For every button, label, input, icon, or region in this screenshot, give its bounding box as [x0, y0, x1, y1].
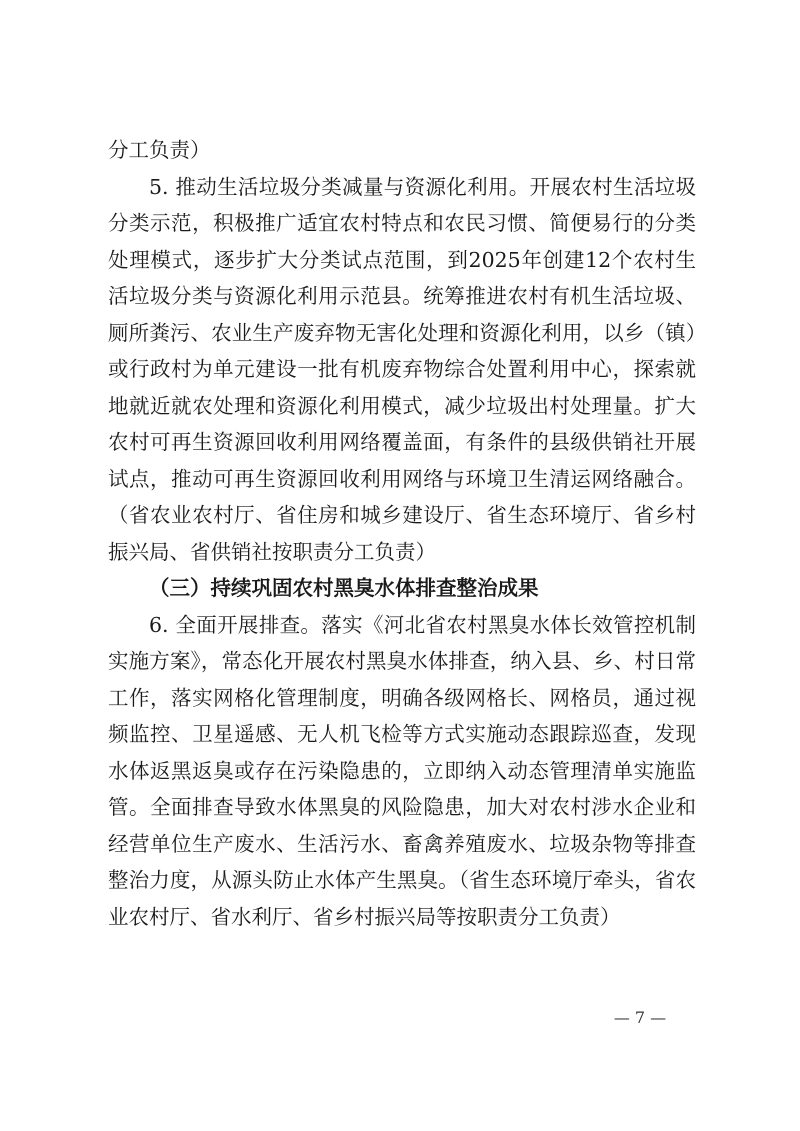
paragraph-continuation: 分工负责）	[108, 138, 211, 162]
section-heading-3: （三）持续巩固农村黑臭水体排查整治成果	[149, 576, 539, 600]
paragraph-item-6: 6. 全面开展排查。落实《河北省农村黑臭水体长效管控机制实施方案》，常态化开展农村黑臭水体排查，纳入县、乡、村日常工作，落实网格化管理制度，明确各级网格长、网格员，通过视频监控、卫星遥感、无人机飞检等方式实施动态跟踪巡查，发现水体返黑返臭或存在污染隐患的，立即纳入动态管理清单实施监管。全面排查导致水体黑臭的风险隐患，加大对农村涉水企业和经营单位生产废水、生活污水、畜禽养殖废水、垃圾杂物等排查整治力度，从源头防止水体产生黑臭。（省生态环境厅牵头，省农业农村厅、省水利厅、省乡村振兴局等按职责分工负责）	[108, 612, 696, 929]
document-body	[108, 132, 696, 935]
page-number: — 7 —	[613, 1008, 667, 1027]
paragraph-item-5: 5. 推动生活垃圾分类减量与资源化利用。开展农村生活垃圾分类示范，积极推广适宜农村特点和农民习惯、简便易行的分类处理模式，逐步扩大分类试点范围，到2025年创建12个农村生活垃圾分类与资源化利用示范县。统筹推进农村有机生活垃圾、厕所粪污、农业生产废弃物无害化处理和资源化利用，以乡（镇）或行政村为单元建设一批有机废弃物综合处置利用中心，探索就地就近就农处理和资源化利用模式，减少垃圾出村处理量。扩大农村可再生资源回收利用网络覆盖面，有条件的县级供销社开展试点，推动可再生资源回收利用网络与环境卫生清运网络融合。（省农业农村厅、省住房和城乡建设厅、省生态环境厅、省乡村振兴局、省供销社按职责分工负责）	[108, 174, 696, 564]
